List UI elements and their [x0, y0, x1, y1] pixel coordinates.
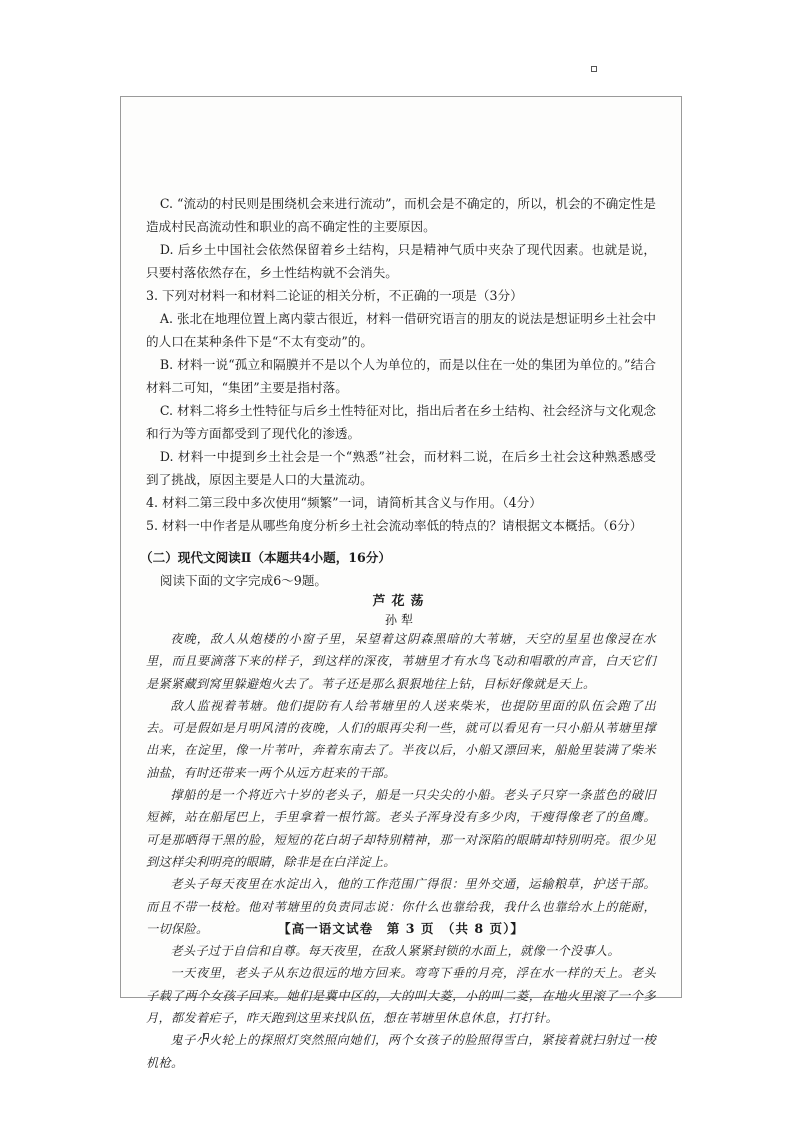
- story-paragraph-2: 敌人监视着苇塘。他们提防有人给苇塘里的人送来柴米，也提防里面的队伍会跑了出去。可是假如是月明风清的夜晚，人们的眼再尖利一些，就可以看见有一只小船从苇塘里撑出来，在淀里，像一片苇叶，奔着东南去了。半夜以后，小船又漂回来，船舱里装满了柴米油盐，有时还带来一两个从远方赶来的干部。: [146, 698, 656, 780]
- question-3-option-a: A. 张北在地理位置上离内蒙古很近，材料一借研究语言的朋友的说法是想证明乡土社会中的人口在某种条件下是“不太有变动”的。: [146, 311, 656, 349]
- story-author: 孙犁: [384, 613, 417, 627]
- story-paragraph-3: 撑船的是一个将近六十岁的老头子，船是一只尖尖的小船。老头子只穿一条蓝色的破旧短裤，站在船尾巴上，手里拿着一根竹篙。老头子浑身没有多少肉，干瘦得像老了的鱼鹰。可是那晒得干黑的脸，短短的花白胡子却特别精神，那一对深陷的眼睛却特别明亮。很少见到这样尖利明亮的眼睛，除非是在白洋淀上。: [146, 788, 656, 869]
- corner-mark: [591, 66, 597, 72]
- story-paragraph-5: 老头子过于自信和自尊。每天夜里，在敌人紧紧封锁的水面上，就像一个没事人。: [170, 944, 620, 959]
- question-3-option-b: B. 材料一说“孤立和隔膜并不是以个人为单位的，而是以住在一处的集团为单位的。”结合材料二可知，“集团”主要是指村落。: [146, 357, 656, 395]
- page-footer: 【高一语文试卷 第 3 页 （共 8 页）】: [278, 921, 524, 936]
- story-title: 芦花荡: [372, 594, 430, 609]
- page-content: [140, 192, 656, 1074]
- question-3-stem: 3. 下列对材料一和材料二论证的相关分析，不正确的一项是（3分）: [146, 288, 523, 303]
- story-paragraph-1: 夜晚，敌人从炮楼的小窗子里，呆望着这阴森黑暗的大苇塘，天空的星星也像浸在水里，而且要滴落下来的样子，到这样的深夜，苇塘里才有水鸟飞动和唱歌的声音，白天它们是紧紧藏到窝里躲避炮火去了。苇子还是那么狠狠地往上钻，目标好像就是天上。: [146, 632, 656, 691]
- option-c-q2: C. “流动的村民则是围绕机会来进行流动”，而机会是不确定的，所以，机会的不确定性是造成村民高流动性和职业的高不确定性的主要原因。: [146, 196, 656, 234]
- question-5: 5. 材料一中作者是从哪些角度分析乡土社会流动率低的特点的？请根据文本概括。（6分）: [146, 518, 643, 533]
- section-heading: （二）现代文阅读Ⅱ（本题共4小题，16分）: [140, 550, 391, 565]
- story-paragraph-7: 鬼子小火轮上的探照灯突然照向她们，两个女孩子的脸照得雪白，紧接着就扫射过一梭机枪。: [146, 1033, 656, 1070]
- question-3-option-d: D. 材料一中提到乡土社会是一个“熟悉”社会，而材料二说，在后乡土社会这种熟悉感受到了挑战，原因主要是人口的大量流动。: [146, 449, 656, 487]
- story-paragraph-6: 一天夜里，老头子从东边很远的地方回来。弯弯下垂的月亮，浮在水一样的天上。老头子载了两个女孩子回来。她们是冀中区的，大的叫大菱，小的叫二菱，在地火里滚了一个多月，都发着疟子，昨天跑到这里来找队伍，想在苇塘里休息休息，打打针。: [146, 966, 656, 1026]
- question-3-option-c: C. 材料二将乡土性特征与后乡土性特征对比，指出后者在乡土结构、社会经济与文化观念和行为等方面都受到了现代化的渗透。: [146, 403, 656, 441]
- exam-page: [120, 96, 682, 1070]
- option-d-q2: D. 后乡土中国社会依然保留着乡土结构，只是精神气质中夹杂了现代因素。也就是说，只要村落依然存在，乡土性结构就不会消失。: [146, 242, 656, 280]
- reading-instruction: 阅读下面的文字完成6～9题。: [159, 573, 328, 588]
- question-4: 4. 材料二第三段中多次使用“频繁”一词，请简析其含义与作用。（4分）: [146, 495, 542, 510]
- story-paragraph-4: 老头子每天夜里在水淀出入，他的工作范围广得很：里外交通，运输粮草，护送干部。而且不带一枝枪。他对苇塘里的负责同志说：你什么也靠给我，我什么也靠给水上的能耐，一切保险。: [146, 877, 656, 936]
